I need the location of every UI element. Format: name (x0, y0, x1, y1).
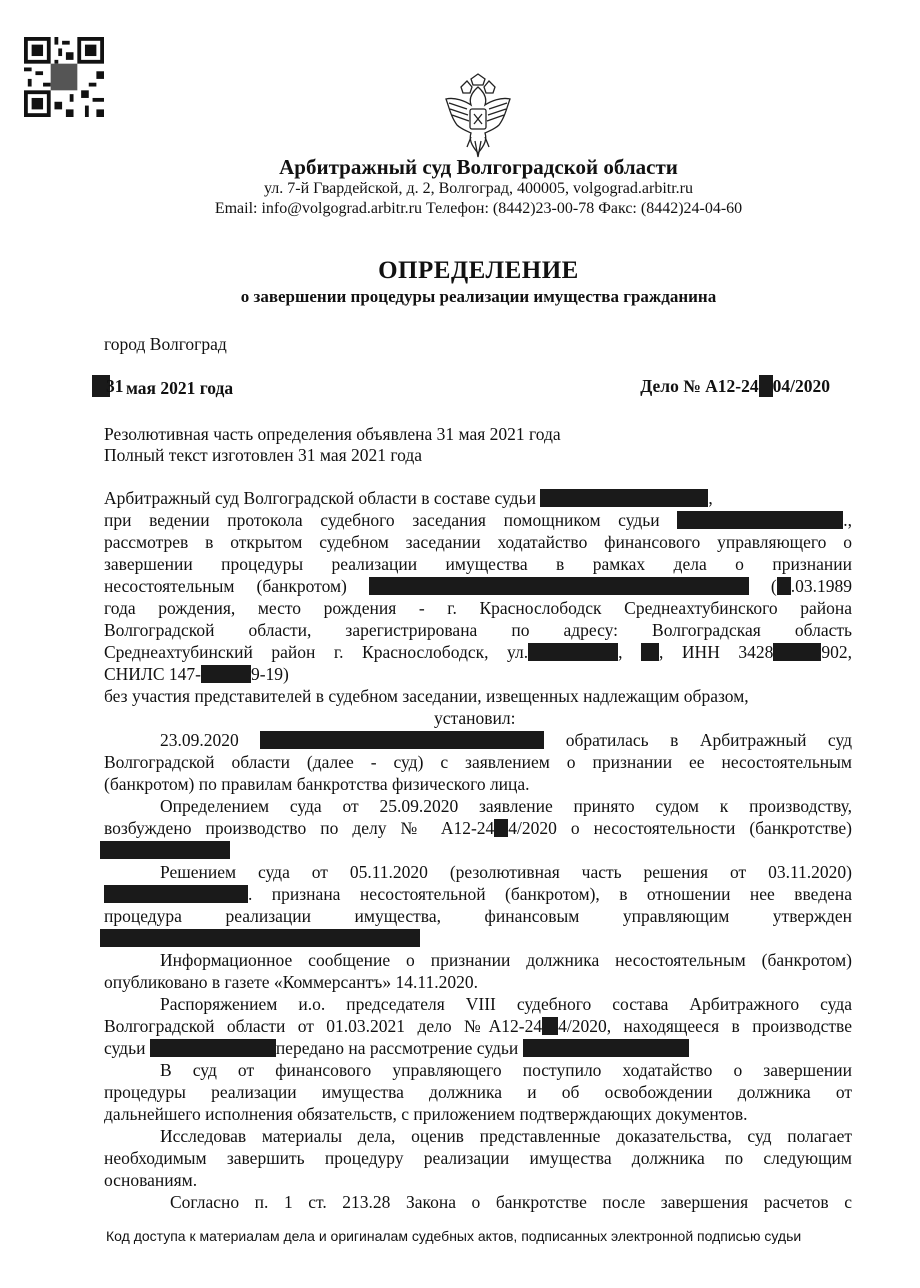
redaction-bar (150, 1039, 276, 1057)
redaction-bar (523, 1039, 689, 1057)
text-line-10: без участия представителей в судебном заседании, извещенных надлежащим образом, (104, 686, 749, 706)
text-line-25: Волгоградской области от 01.03.2021 дело №А12-24 4/2020, находящееся в производстве (104, 1016, 852, 1036)
redaction-bar (494, 819, 508, 837)
text-line-18: Решением суда от 05.11.2020 (резолютивная часть решения от 03.11.2020) (160, 862, 852, 882)
date-case-line (92, 375, 852, 399)
full-text-prepared: Полный текст изготовлен 31 мая 2021 года (104, 445, 423, 465)
text-line-27: В суд от финансового управляющего поступило ходатайство о завершении (160, 1060, 852, 1080)
text-line-31: необходимым завершить процедуру реализации имущества должника по следующим (104, 1148, 852, 1168)
redaction-bar (641, 643, 659, 661)
court-name: Арбитражный суд Волгоградской области (279, 155, 678, 179)
document-subtitle: о завершении процедуры реализации имущества гражданина (240, 287, 717, 306)
redaction-bar (100, 929, 420, 947)
text-line-17 (100, 839, 848, 861)
text-line-20: процедура реализации имущества, финансовым управляющим утвержден (104, 906, 852, 926)
text-line-30: Исследовав материалы дела, оценив представленные доказательства, суд полагает (160, 1126, 852, 1146)
text-line-15: Определением суда от 25.09.2020 заявление принято судом к производству, (160, 796, 852, 816)
text-line-3: рассмотрев в открытом судебном заседании ходатайство финансового управляющего о (104, 532, 852, 552)
text-line-19: . признана несостоятельной (банкротом), в отношении нее введена (104, 883, 852, 905)
text-line-1: Арбитражный суд Волгоградской области в составе судьи , (104, 488, 713, 508)
document-date: мая 2021 года (126, 378, 234, 398)
text-line-5: несостоятельным (банкротом) ( .03.1989 (104, 576, 852, 596)
text-line-28: процедуры реализации имущества должника и об освобождении должника от (104, 1082, 852, 1102)
footer-access-code: Код доступа к материалам дела и оригиналам судебных актов, подписанных электронной подписью судьи (106, 1228, 802, 1244)
case-number: Дело № А12-24 04/2020 (640, 376, 830, 396)
redaction-bar (773, 643, 821, 661)
redaction-bar (201, 665, 251, 683)
text-line-9: СНИЛС 147- 9-19) (104, 664, 289, 684)
redaction-bar (540, 489, 708, 507)
text-line-6: года рождения, место рождения - г. Краснослободск Среднеахтубинского района (104, 598, 852, 618)
redaction-bar (100, 841, 230, 859)
coat-of-arms-emblem (441, 73, 515, 159)
redaction-bar (677, 511, 843, 529)
text-line-4: завершении процедуры реализации имущества в рамках дела о признании (104, 554, 852, 574)
resolution-announced: Резолютивная часть определения объявлена 31 мая 2021 года (104, 424, 561, 444)
text-line-23: опубликовано в газете «Коммерсантъ» 14.11.2020. (104, 972, 478, 992)
redaction-bar (777, 577, 791, 595)
text-line-22: Информационное сообщение о признании должника несостоятельным (банкротом) (160, 950, 852, 970)
court-contacts: Email: info@volgograd.arbitr.ru Телефон: (8442)23-00-78 Факс: (8442)24-04-60 (214, 200, 743, 217)
text-line-29: дальнейшего исполнения обязательств, с приложением подтверждающих документов. (104, 1104, 748, 1124)
redaction-bar (260, 731, 544, 749)
text-line-12: 23.09.2020 обратилась в Арбитражный суд (160, 730, 853, 750)
text-line-8: Среднеахтубинский район г. Краснослободск, ул. , , ИНН 3428 902, (104, 642, 852, 662)
text-line-24: Распоряжением и.о. председателя VIII судебного состава Арбитражного суда (160, 994, 852, 1014)
court-address: ул. 7-й Гвардейской, д. 2, Волгоград, 400005, volgograd.arbitr.ru (264, 180, 693, 197)
text-line-7: Волгоградской области, зарегистрирована по адресу: Волгоградская область (104, 620, 852, 640)
text-line-33: Согласно п. 1 ст. 213.28 Закона о банкротстве после завершения расчетов с (170, 1192, 852, 1212)
redaction-bar (104, 885, 248, 903)
established-heading: установил: (434, 708, 516, 728)
text-line-2: при ведении протокола судебного заседания помощником судьи ., (104, 510, 853, 530)
qr-code (24, 37, 104, 117)
text-line-32: основаниям. (104, 1170, 198, 1190)
text-line-13: Волгоградской области (далее - суд) с заявлением о признании ее несостоятельным (104, 752, 852, 772)
redaction-bar (759, 375, 773, 397)
redaction-bar (542, 1017, 558, 1035)
text-line-16: возбуждено производство по делу № А12-24 4/2020 о несостоятельности (банкротстве) (104, 818, 852, 838)
text-line-14: (банкротом) по правилам банкротства физического лица. (104, 774, 530, 794)
text-line-26: судьи передано на рассмотрение судьи (104, 1037, 852, 1059)
document-title: ОПРЕДЕЛЕНИЕ (378, 257, 579, 284)
date-day-fragment: 31 (92, 375, 110, 399)
city-line: город Волгоград (104, 334, 227, 354)
text-line-21 (100, 927, 848, 949)
redaction-bar (528, 643, 618, 661)
redaction-bar (369, 577, 749, 595)
